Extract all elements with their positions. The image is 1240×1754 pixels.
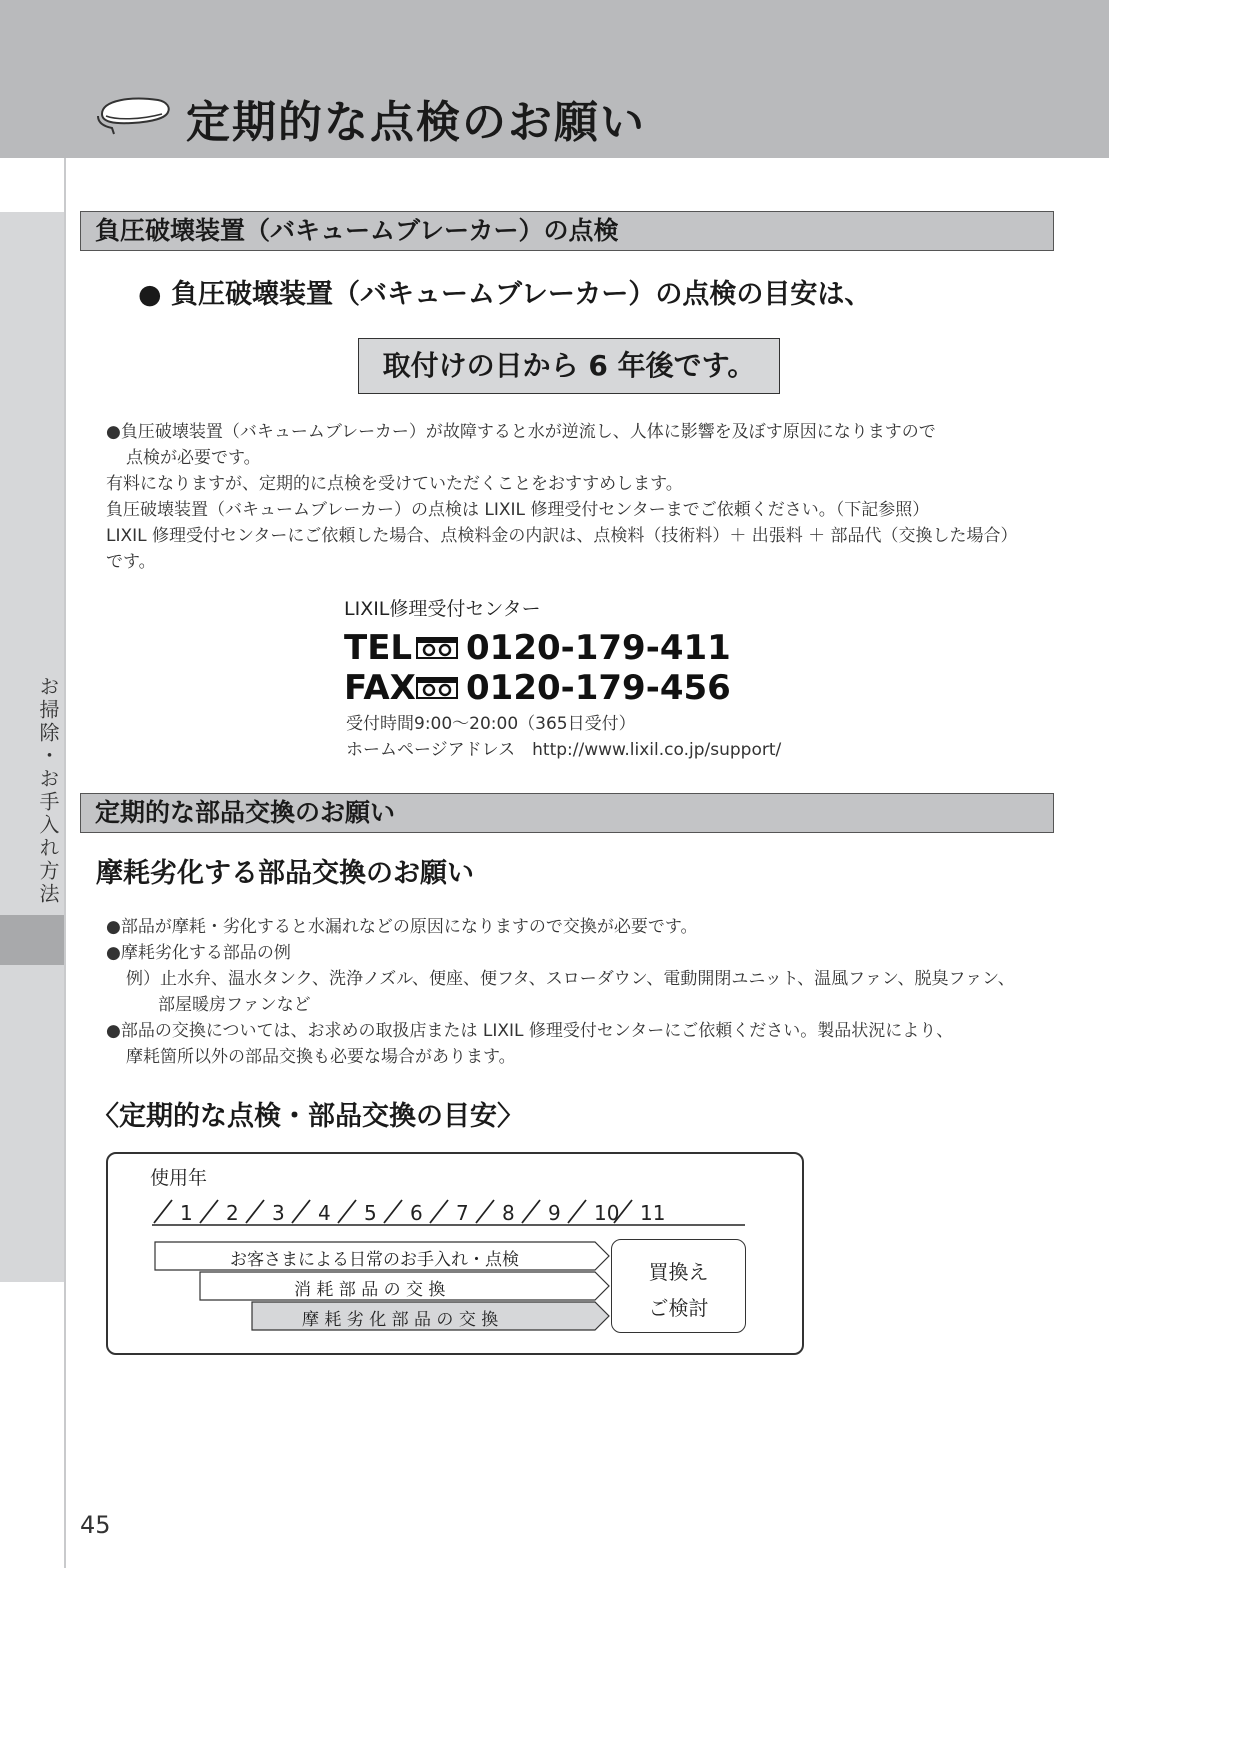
paragraph-line: 部屋暖房ファンなど <box>158 995 311 1015</box>
year-tick-label: 5 <box>364 1201 377 1225</box>
year-tick-label: 9 <box>548 1201 561 1225</box>
side-tab-label: お掃除・お手入れ方法 <box>36 676 60 906</box>
paragraph-line: 例）止水弁、温水タンク、洗浄ノズル、便座、便フタ、スローダウン、電動開閉ユニット、温風ファン、脱臭ファン、 <box>126 969 1015 989</box>
bar-label-daily-care: お客さまによる日常のお手入れ・点検 <box>230 1250 519 1270</box>
year-tick-label: 2 <box>226 1201 239 1225</box>
fax-row <box>344 668 731 708</box>
year-divider <box>154 1200 172 1223</box>
fax-number[interactable]: 0120-179-456 <box>466 668 731 708</box>
side-tab-marker <box>0 915 64 965</box>
tel-row <box>344 628 731 668</box>
year-divider <box>292 1200 310 1223</box>
year-divider <box>338 1200 356 1223</box>
year-divider <box>430 1200 448 1223</box>
repair-center-name: LIXIL修理受付センター <box>344 598 541 620</box>
toilet-seat-icon <box>92 92 172 140</box>
homepage-address[interactable]: ホームページアドレス http://www.lixil.co.jp/support/ <box>346 740 782 760</box>
fax-label: FAX <box>344 668 416 708</box>
paragraph-line: ●負圧破壊装置（バキュームブレーカー）が故障すると水が逆流し、人体に影響を及ぼす原因になりますので <box>106 422 936 442</box>
year-divider <box>200 1200 218 1223</box>
page-title: 定期的な点検のお願い <box>186 97 646 148</box>
section-heading-parts-replacement: 定期的な部品交換のお願い <box>80 793 1054 833</box>
replacement-consideration-box <box>611 1239 746 1333</box>
bar-label-wear-parts: 摩 耗 劣 化 部 品 の 交 換 <box>302 1310 499 1330</box>
year-tick-label: 8 <box>502 1201 515 1225</box>
year-divider <box>384 1200 402 1223</box>
year-divider <box>476 1200 494 1223</box>
bar-label-consumables: 消 耗 部 品 の 交 換 <box>294 1280 446 1300</box>
guide-heading: 〈定期的な点検・部品交換の目安〉 <box>92 1101 524 1132</box>
page-number: 45 <box>80 1511 111 1539</box>
freedial-icon <box>416 637 458 659</box>
paragraph-line: ●摩耗劣化する部品の例 <box>106 943 291 963</box>
paragraph-line: です。 <box>106 552 156 572</box>
paragraph-line: 摩耗箇所以外の部品交換も必要な場合があります。 <box>126 1047 516 1067</box>
year-tick-label: 4 <box>318 1201 331 1225</box>
year-tick-label: 6 <box>410 1201 423 1225</box>
paragraph-line: 有料になりますが、定期的に点検を受けていただくことをおすすめします。 <box>106 474 683 494</box>
paragraph-line: LIXIL 修理受付センターにご依頼した場合、点検料金の内訳は、点検料（技術料）＋ 出張料 ＋ 部品代（交換した場合） <box>106 526 1018 546</box>
inspection-period-highlight: 取付けの日から 6 年後です。 <box>358 338 780 394</box>
paragraph-line: ●部品が摩耗・劣化すると水漏れなどの原因になりますので交換が必要です。 <box>106 917 698 937</box>
replacement-line-2: ご検討 <box>648 1296 709 1320</box>
section-heading-vacuum-breaker: 負圧破壊装置（バキュームブレーカー）の点検 <box>80 211 1054 251</box>
year-divider <box>522 1200 540 1223</box>
wear-parts-subheading: 摩耗劣化する部品交換のお願い <box>96 858 474 889</box>
left-margin-rule <box>64 158 66 1568</box>
freedial-icon <box>416 677 458 699</box>
paragraph-line: 負圧破壊装置（バキュームブレーカー）の点検は LIXIL 修理受付センターまでご依頼ください。（下記参照） <box>106 500 930 520</box>
tel-label: TEL <box>344 628 413 668</box>
usage-year-label: 使用年 <box>150 1167 208 1189</box>
year-tick-label: 10 <box>594 1201 620 1225</box>
year-tick-label: 11 <box>640 1201 666 1225</box>
year-tick-label: 7 <box>456 1201 469 1225</box>
paragraph-line: 点検が必要です。 <box>126 448 261 468</box>
year-divider <box>246 1200 264 1223</box>
inspection-lead: ● 負圧破壊装置（バキュームブレーカー）の点検の目安は、 <box>138 279 872 310</box>
year-divider <box>568 1200 586 1223</box>
replacement-line-1: 買換え <box>648 1260 709 1284</box>
tel-number[interactable]: 0120-179-411 <box>466 628 731 668</box>
year-tick-label: 3 <box>272 1201 285 1225</box>
reception-hours: 受付時間9:00～20:00（365日受付） <box>346 714 636 734</box>
year-tick-label: 1 <box>180 1201 193 1225</box>
paragraph-line: ●部品の交換については、お求めの取扱店または LIXIL 修理受付センターにご依頼ください。製品状況により、 <box>106 1021 954 1041</box>
